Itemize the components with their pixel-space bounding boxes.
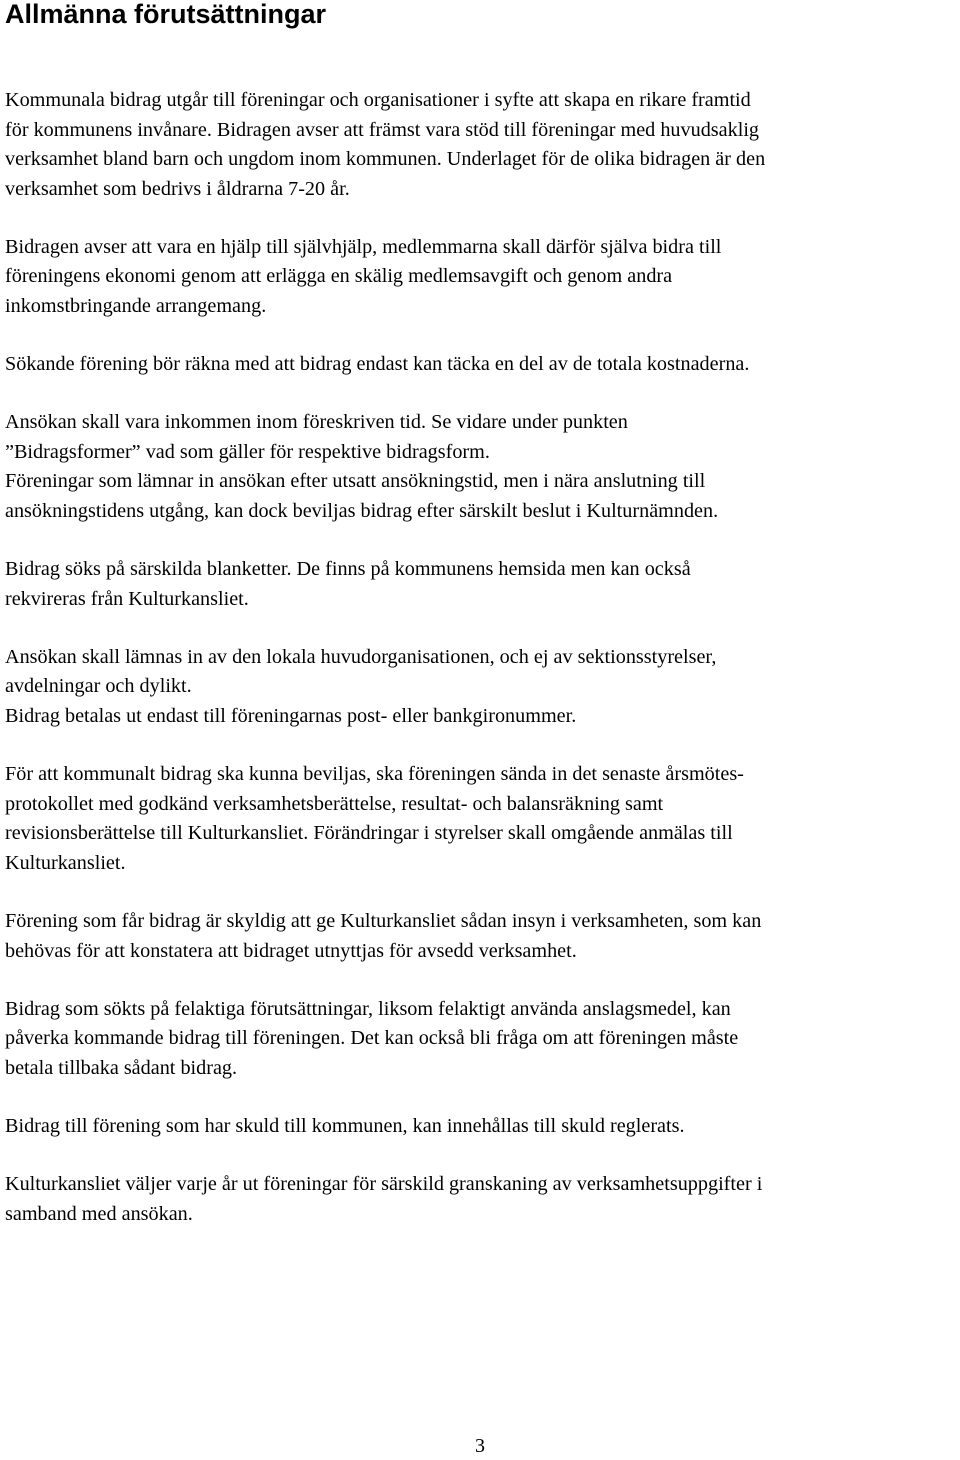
text-line: Sökande förening bör räkna med att bidrag endast kan täcka en del av de totala kostnaderna. — [5, 353, 750, 376]
paragraph-gap — [5, 614, 960, 643]
text-line: Kulturkansliet. — [5, 851, 126, 874]
paragraph — [5, 86, 960, 204]
text-line: för kommunens invånare. Bidragen avser att främst vara stöd till föreningar med huvudsaklig — [5, 118, 760, 141]
paragraph — [5, 555, 960, 614]
paragraph-gap — [5, 527, 960, 556]
paragraph — [5, 643, 960, 732]
text-line: Föreningar som lämnar in ansökan efter utsatt ansökningstid, men i nära anslutning till — [5, 470, 706, 493]
text-line: För att kommunalt bidrag ska kunna beviljas, ska föreningen sända in det senaste årsmötes- — [5, 763, 744, 786]
paragraph — [5, 995, 960, 1084]
text-line: Förening som får bidrag är skyldig att ge Kulturkansliet sådan insyn i verksamheten, som kan — [5, 909, 762, 932]
text-line: behövas för att konstatera att bidraget utnyttjas för avsedd verksamhet. — [5, 939, 577, 962]
body-text — [5, 86, 960, 1229]
paragraph — [5, 408, 960, 526]
paragraph — [5, 233, 960, 322]
paragraph-gap — [5, 204, 960, 233]
page-number: 3 — [475, 1435, 485, 1457]
paragraph-gap — [5, 1142, 960, 1171]
text-line: ansökningstidens utgång, kan dock beviljas bidrag efter särskilt beslut i Kulturnämnden. — [5, 500, 719, 523]
text-line: revisionsberättelse till Kulturkansliet. Förändringar i styrelser skall omgående anmälas till — [5, 822, 733, 845]
paragraph-gap — [5, 380, 960, 409]
text-line: ”Bidragsformer” vad som gäller för respektive bidragsform. — [5, 440, 490, 463]
paragraph-gap — [5, 878, 960, 907]
text-line: rekvireras från Kulturkansliet. — [5, 587, 249, 610]
text-line: betala tillbaka sådant bidrag. — [5, 1056, 238, 1079]
paragraph-gap — [5, 1083, 960, 1112]
page-title: Allmänna förutsättningar — [5, 0, 327, 29]
text-line: Bidrag betalas ut endast till föreningarnas post- eller bankgironummer. — [5, 705, 577, 727]
text-line: inkomstbringande arrangemang. — [5, 295, 267, 318]
text-line: Kommunala bidrag utgår till föreningar och organisationer i syfte att skapa en rikare framtid — [5, 89, 751, 111]
text-line: Bidrag som sökts på felaktiga förutsättningar, liksom felaktigt använda anslagsmedel, kan — [5, 997, 731, 1020]
text-line: Ansökan skall lämnas in av den lokala huvudorganisationen, och ej av sektionsstyrelser, — [5, 645, 717, 668]
paragraph — [5, 760, 960, 878]
text-line: påverka kommande bidrag till föreningen. Det kan också bli fråga om att föreningen måste — [5, 1027, 739, 1050]
text-line: Bidragen avser att vara en hjälp till självhjälp, medlemmarna skall därför själva bidra till — [5, 235, 722, 258]
text-line: Bidrag söks på särskilda blanketter. De finns på kommunens hemsida men kan också — [5, 558, 691, 581]
paragraph-gap — [5, 322, 960, 351]
text-line: verksamhet bland barn och ungdom inom kommunen. Underlaget för de olika bidragen är den — [5, 148, 766, 171]
paragraph — [5, 1170, 960, 1229]
text-line: Bidrag till förening som har skuld till kommunen, kan innehållas till skuld reglerats. — [5, 1114, 685, 1137]
paragraph-gap — [5, 732, 960, 761]
text-line: avdelningar och dylikt. — [5, 675, 192, 698]
text-line: Ansökan skall vara inkommen inom föreskriven tid. Se vidare under punkten — [5, 411, 628, 434]
text-line: samband med ansökan. — [5, 1202, 193, 1225]
text-line: Kulturkansliet väljer varje år ut föreningar för särskild granskaning av verksamhetsuppgifter i — [5, 1173, 763, 1196]
paragraph-gap — [5, 966, 960, 995]
paragraph — [5, 1112, 960, 1142]
paragraph — [5, 907, 960, 966]
paragraph — [5, 350, 960, 380]
text-line: föreningens ekonomi genom att erlägga en skälig medlemsavgift och genom andra — [5, 265, 673, 288]
text-line: protokollet med godkänd verksamhetsberättelse, resultat- och balansräkning samt — [5, 792, 664, 815]
text-line: verksamhet som bedrivs i åldrarna 7-20 år. — [5, 177, 350, 200]
